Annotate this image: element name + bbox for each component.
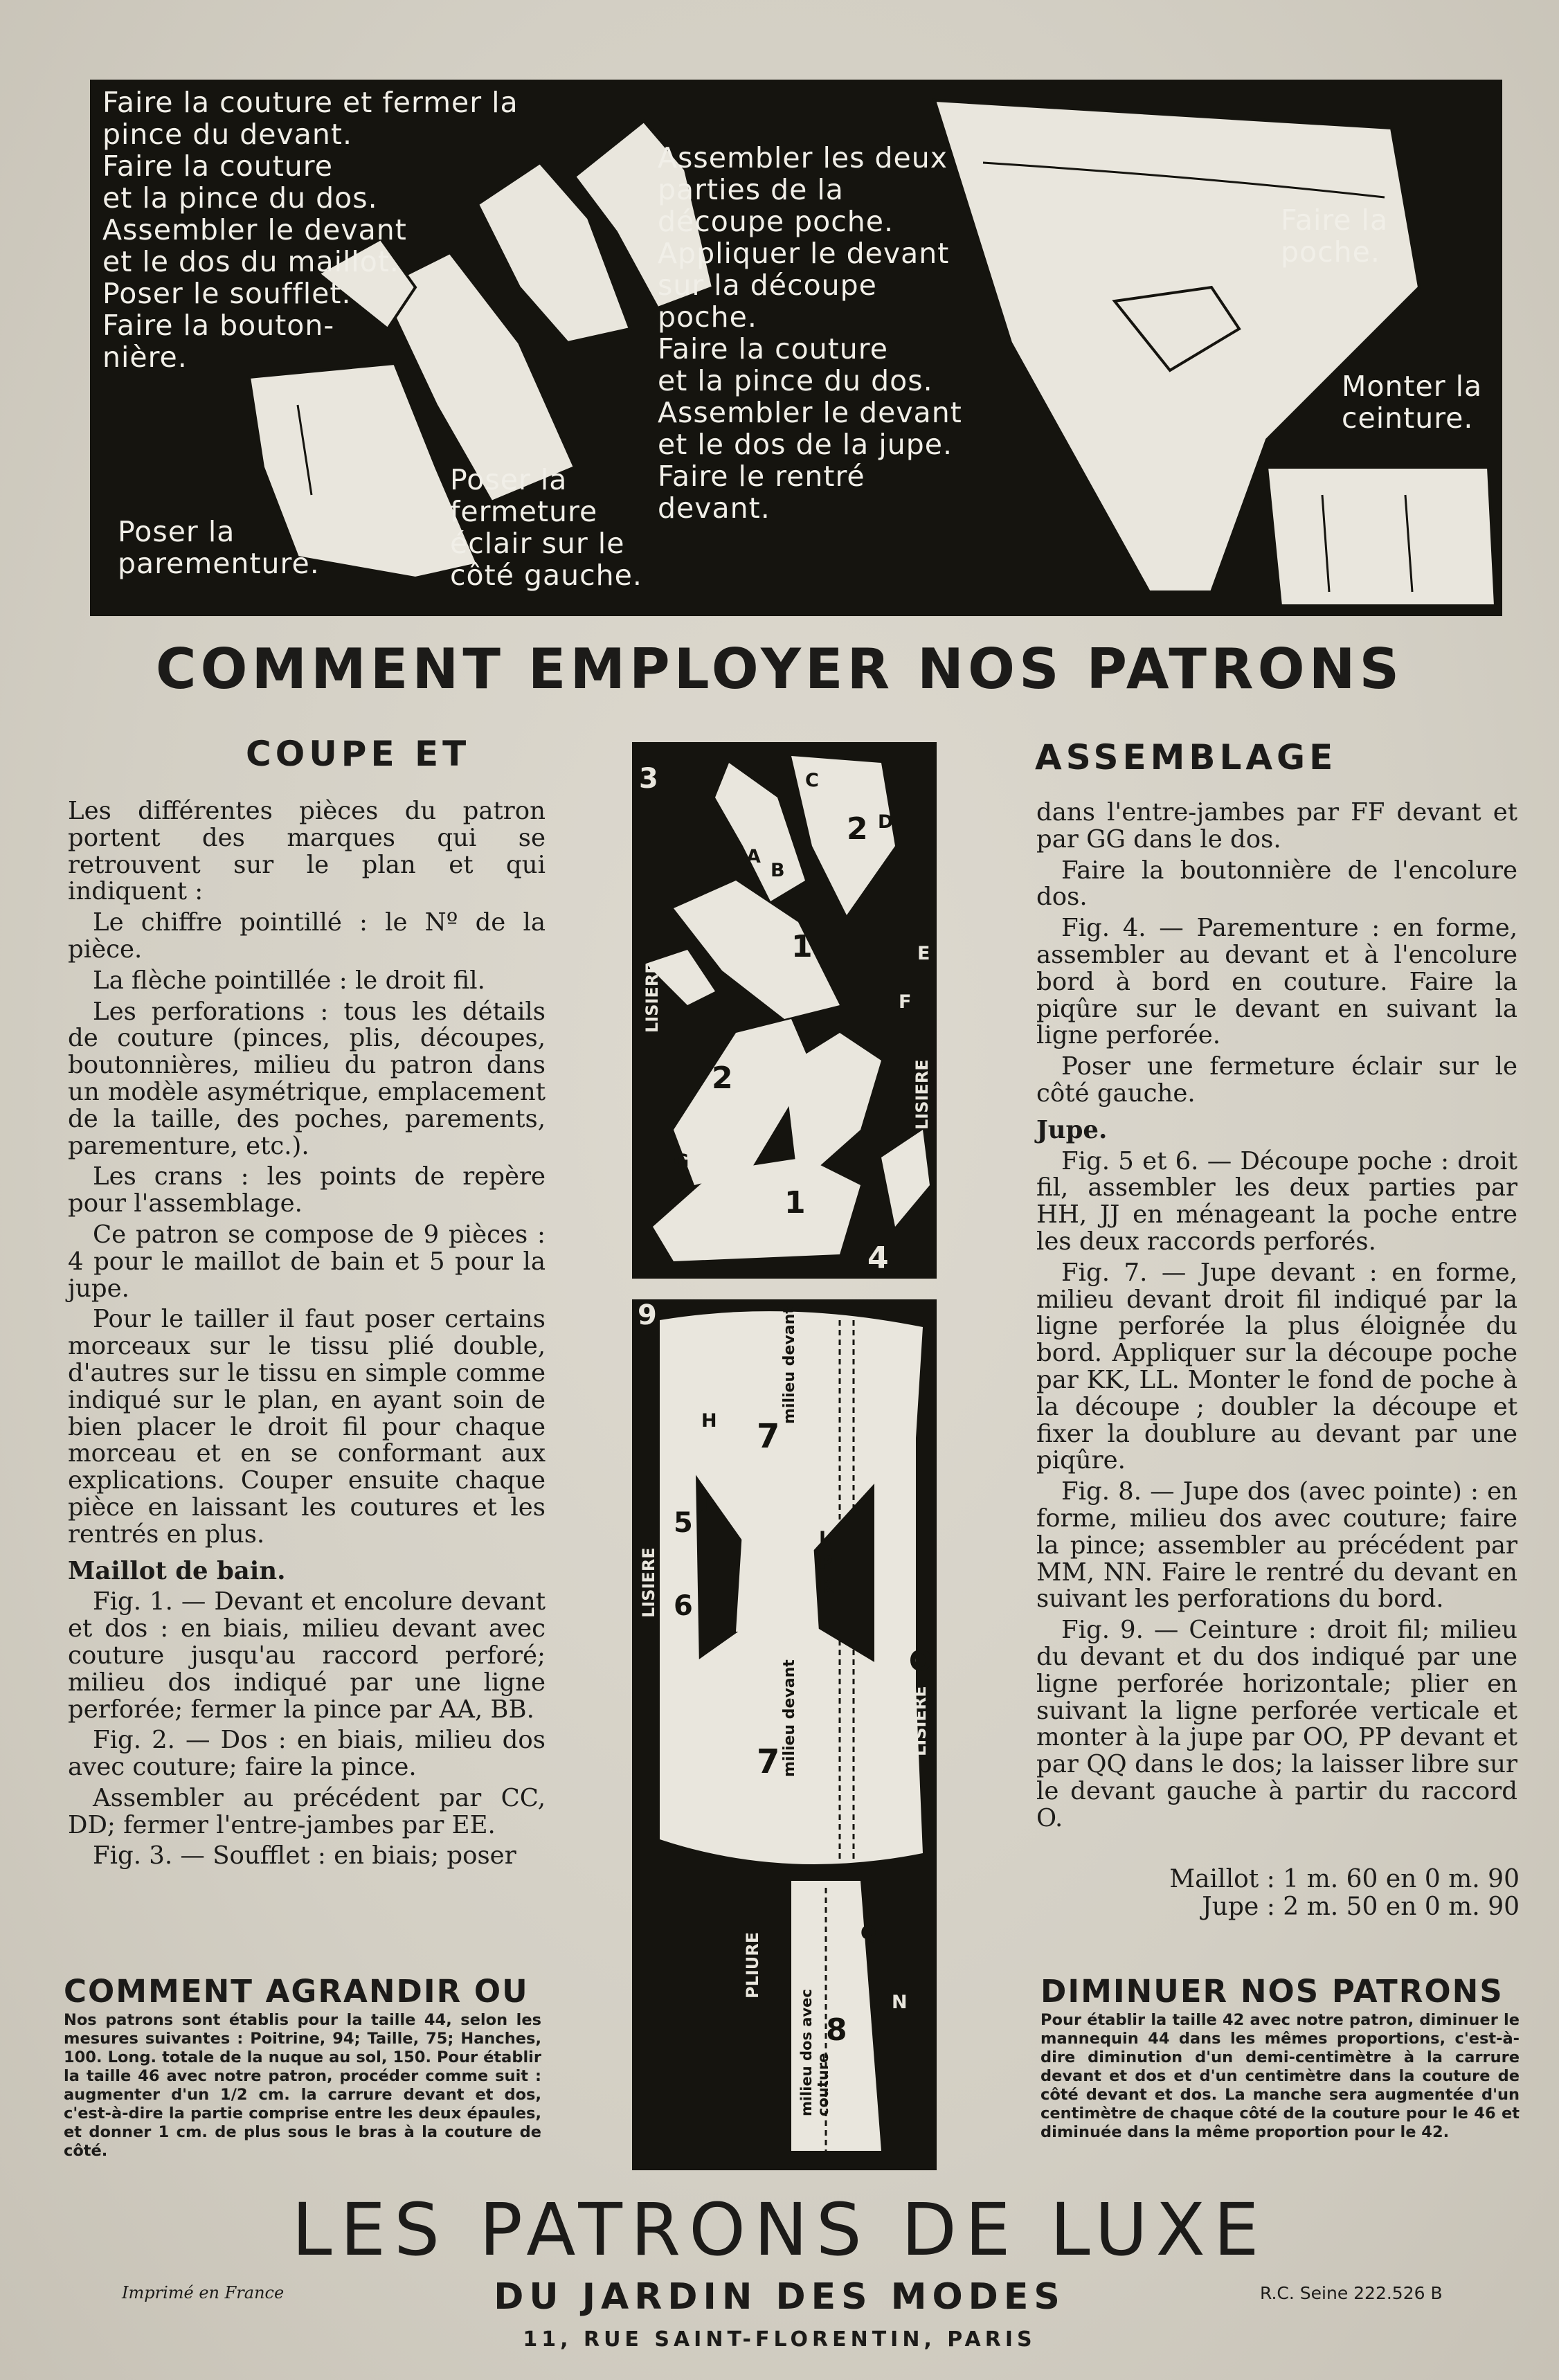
fabric-measurements (1080, 1866, 1520, 1921)
heading-assemblage: ASSEMBLAGE (1035, 737, 1337, 777)
notch-n: N (715, 1341, 731, 1362)
paragraph: Ce patron se compose de 9 pièces : 4 pour le maillot de bain et 5 pour la jupe. (68, 1220, 546, 1303)
paragraph: Le chiffre pointillé : le Nº de la pièce. (68, 908, 546, 964)
paragraph: Fig. 4. — Parementure : en forme, assembler au devant et à l'encolure bord à bord en couture. Faire la piqûre sur le devant en suivant la ligne perforée. (1036, 914, 1517, 1050)
brand-subtitle: DU JARDIN DES MODES (494, 2276, 1065, 2318)
paragraph: Fig. 8. — Jupe dos (avec pointe) : en forme, milieu dos avec couture; faire la pince; assembler au précédent par MM, NN. Faire le rentré du devant en suivant les perforations du bord. (1036, 1477, 1517, 1614)
step-waistband: Monter la ceinture. (1342, 370, 1483, 435)
paragraph: La flèche pointillée : le droit fil. (93, 966, 485, 995)
paragraph: Fig. 2. — Dos : en biais, milieu dos avec couture; faire la pince. (68, 1726, 546, 1782)
piece-number-6: 6 (674, 1590, 693, 1622)
notch-h: H (701, 1410, 717, 1432)
cutting-layout-skirt (632, 1299, 937, 2170)
center-front-label: milieu devant (781, 1306, 798, 1424)
measurement-maillot: Maillot : 1 m. 60 en 0 m. 90 (1169, 1865, 1520, 1893)
piece-number-7: 7 (757, 1417, 780, 1456)
selvage-label: LISIERE (639, 1547, 658, 1618)
paragraph: Fig. 7. — Jupe devant : en forme, milieu devant droit fil indiqué par la ligne perforée la plus éloignée du bord. Appliquer sur la découpe poche par KK, LL. Monter le fond de poche à la découpe ; doubler la découpe et fixer la doublure au devant par une piqûre. (1036, 1258, 1517, 1475)
notch-a: A (746, 846, 761, 867)
brand-address: 11, RUE SAINT-FLORENTIN, PARIS (523, 2327, 1036, 2352)
piece-number-2: 2 (847, 811, 868, 847)
section-heading-maillot: Maillot de bain. (68, 1556, 286, 1585)
notch-g: G (674, 1151, 690, 1172)
piece-number-1: 1 (791, 929, 813, 964)
selvage-label: LISIERE (912, 1059, 932, 1130)
center-front-label: milieu devant (781, 1659, 798, 1777)
agrandir-text: Nos patrons sont établis pour la taille 44, selon les mesures suivantes : Poitrine, 94; Taille, 75; Hanches, 100. Long. totale de la nuque au sol, 150. Pour établir la taille 46 avec notre patron, procéder comme suit : augmenter d'un 1/2 cm. la carrure devant et dos, c'est-à-dire la partie comprise entre les deux épaules, et donner 1 cm. de plus sous le bras à la couture de côté. (64, 2011, 541, 2160)
agrandir-title: COMMENT AGRANDIR OU (64, 1973, 529, 2010)
notch-j: J (701, 1493, 709, 1515)
paragraph: Fig. 9. — Ceinture : droit fil; milieu du devant et du dos indiqué par une ligne perforée horizontale; plier en suivant la ligne perforée verticale et monter à la jupe par OO, PP devant et par QQ dans le dos; la laisser libre sur le devant gauche à partir du raccord O. (1036, 1616, 1517, 1832)
notch-p: P (819, 1552, 833, 1574)
paragraph: Les différentes pièces du patron portent des marques qui se retrouvent sur le plan et qui indiquent : (68, 797, 546, 906)
piece-number-8: 8 (826, 2012, 847, 2048)
paragraph: Fig. 5 et 6. — Découpe poche : droit fil, assembler les deux parties par HH, JJ en ménageant la poche entre les deux raccords perforés. (1036, 1146, 1517, 1256)
piece-number-3: 3 (639, 763, 658, 795)
measurement-jupe: Jupe : 2 m. 50 en 0 m. 90 (1202, 1893, 1520, 1921)
notch-m: M (899, 1466, 917, 1487)
center-back-label: milieu dos avec couture (798, 1989, 831, 2116)
paragraph: Les crans : les points de repère pour l'assemblage. (68, 1162, 546, 1218)
piece-number-9: 9 (638, 1299, 657, 1331)
paragraph: Assembler au précédent par CC, DD; fermer l'entre-jambes par EE. (68, 1783, 546, 1839)
right-column (1036, 800, 1517, 1836)
paragraph: Faire la boutonnière de l'encolure dos. (1036, 856, 1517, 912)
piece-number-2b: 2 (712, 1061, 733, 1096)
brand-title: LES PATRONS DE LUXE (291, 2188, 1268, 2272)
paragraph: Fig. 3. — Soufflet : en biais; poser (93, 1841, 516, 1870)
piece-number-1b: 1 (784, 1185, 806, 1220)
paragraph: Poser une fermeture éclair sur le côté gauche. (1036, 1052, 1517, 1108)
selvage-label: LISIERE (642, 962, 662, 1033)
page-title: COMMENT EMPLOYER NOS PATRONS (155, 637, 1404, 701)
notch-n2: N (892, 1992, 908, 2013)
paragraph: Fig. 1. — Devant et encolure devant et dos : en biais, milieu devant avec couture jusqu'au raccord perforé; milieu dos indiqué par une ligne perforée; fermer la pince par AA, BB. (68, 1587, 546, 1724)
diminuer-text: Pour établir la taille 42 avec notre patron, diminuer le mannequin 44 dans les mêmes proportions, c'est-à-dire diminution d'un demi-centimètre à la carrure devant et dos et d'un centimètre dans la couture de côté devant et dos. La manche sera augmentée d'un centimètre de chaque côté de la couture pour le 46 et diminuée dans la même proportion pour le 42. (1040, 2011, 1520, 2141)
paragraph: Pour le tailler il faut poser certains morceaux sur le tissu plié double, d'autres sur le tissu en simple comme indiqué sur le plan, en ayant soin de bien placer le droit fil pour chaque morceau et en se conformant aux explications. Couper ensuite chaque pièce en laissant les coutures et les rentrés en plus. (68, 1305, 546, 1549)
selvage-label: LISIERE (910, 1686, 930, 1756)
notch-l: L (819, 1528, 831, 1549)
step-swimsuit-assembly: Faire la couture et fermer la pince du devant. Faire la couture et la pince du dos. Assembler le devant et le dos du maillot. Poser le soufflet. Faire la bouton- nière. (102, 86, 519, 374)
piece-number-4b: 4 (867, 1241, 889, 1276)
waistband-skirt (1267, 467, 1495, 606)
piece-number-5: 5 (674, 1507, 693, 1539)
notch-o: O (909, 1646, 933, 1677)
step-skirt-assembly: Assembler les deux parties de la découpe poche. Appliquer le devant sur la découpe poche. Faire la couture et la pince du dos. Assembler le devant et le dos de la jupe. Faire le rentré devant. (658, 141, 962, 525)
paragraph: dans l'entre-jambes par FF devant et par GG dans le dos. (1036, 798, 1517, 854)
notch-b: B (771, 860, 785, 881)
step-zipper: Poser la fermeture éclair sur le côté gauche. (450, 463, 642, 592)
fold-label: PLIURE (743, 1931, 762, 1999)
diminuer-title: DIMINUER NOS PATRONS (1040, 1973, 1504, 2010)
paragraph: Les perforations : tous les détails de couture (pinces, plis, découpes, boutonnières, milieu du patron dans un modèle asymétrique, emplacement de la taille, des poches, parements, parementure, etc.). (68, 997, 546, 1160)
piece-number-7b: 7 (757, 1742, 780, 1781)
section-heading-jupe: Jupe. (1036, 1115, 1108, 1144)
left-column (68, 798, 546, 1874)
instruction-banner (90, 80, 1502, 616)
step-parementure: Poser la parementure. (118, 515, 320, 580)
notch-k: K (819, 1576, 833, 1598)
notch-d: D (878, 811, 894, 833)
step-pocket: Faire la poche. (1281, 204, 1389, 269)
registration-number: R.C. Seine 222.526 B (1260, 2283, 1443, 2303)
notch-q: Q (860, 1922, 876, 1944)
notch-e: E (917, 943, 930, 964)
cutting-layout-swimsuit (632, 742, 937, 1279)
notch-c: C (805, 770, 819, 791)
notch-f: F (899, 991, 912, 1013)
heading-coupe: COUPE ET (246, 734, 471, 774)
printed-in-france: Imprimé en France (122, 2283, 285, 2302)
piece-number-4: 4 (670, 950, 692, 985)
